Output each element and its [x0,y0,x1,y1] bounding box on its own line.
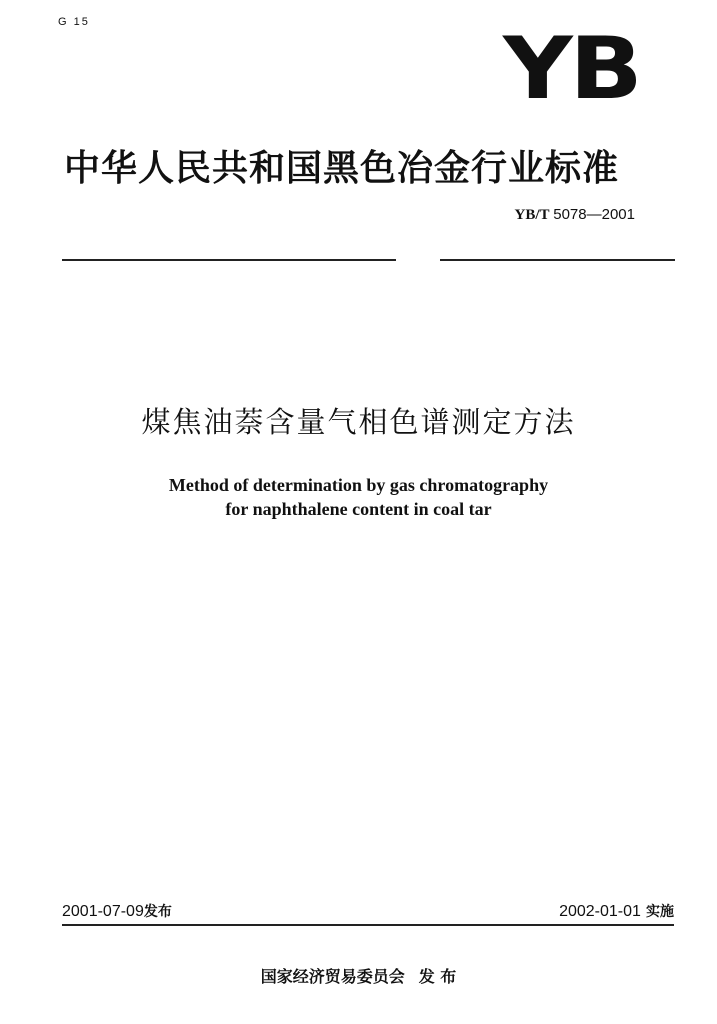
english-title-line-1: Method of determination by gas chromatography [168,475,549,495]
header-divider-right [440,259,675,261]
classification-code: G 15 [58,16,90,28]
yb-logo: YB [503,19,640,119]
footer-divider [62,924,674,926]
issuer-action: 发 布 [418,967,457,986]
issuing-authority [0,964,717,987]
implementation-date [559,901,674,921]
issue-date-value: 2001-07-09 [62,903,144,920]
chinese-title: 煤焦油萘含量气相色谱测定方法 [141,405,576,439]
implementation-date-value: 2002-01-01 [559,903,641,920]
implementation-date-label: 实施 [646,904,674,920]
issuer-name: 国家经济贸易委员会 [260,967,405,986]
standard-code: YB/T [514,207,550,223]
english-title-line-2: for naphthalene content in coal tar [225,499,492,519]
header-divider-left [62,259,396,261]
organization-title: 中华人民共和国黑色冶金行业标准 [64,148,620,189]
english-title [0,473,717,521]
issue-date-label: 发布 [143,904,172,920]
issue-date [62,901,172,921]
standard-number [514,206,635,224]
standard-number-value: 5078—2001 [553,206,635,223]
